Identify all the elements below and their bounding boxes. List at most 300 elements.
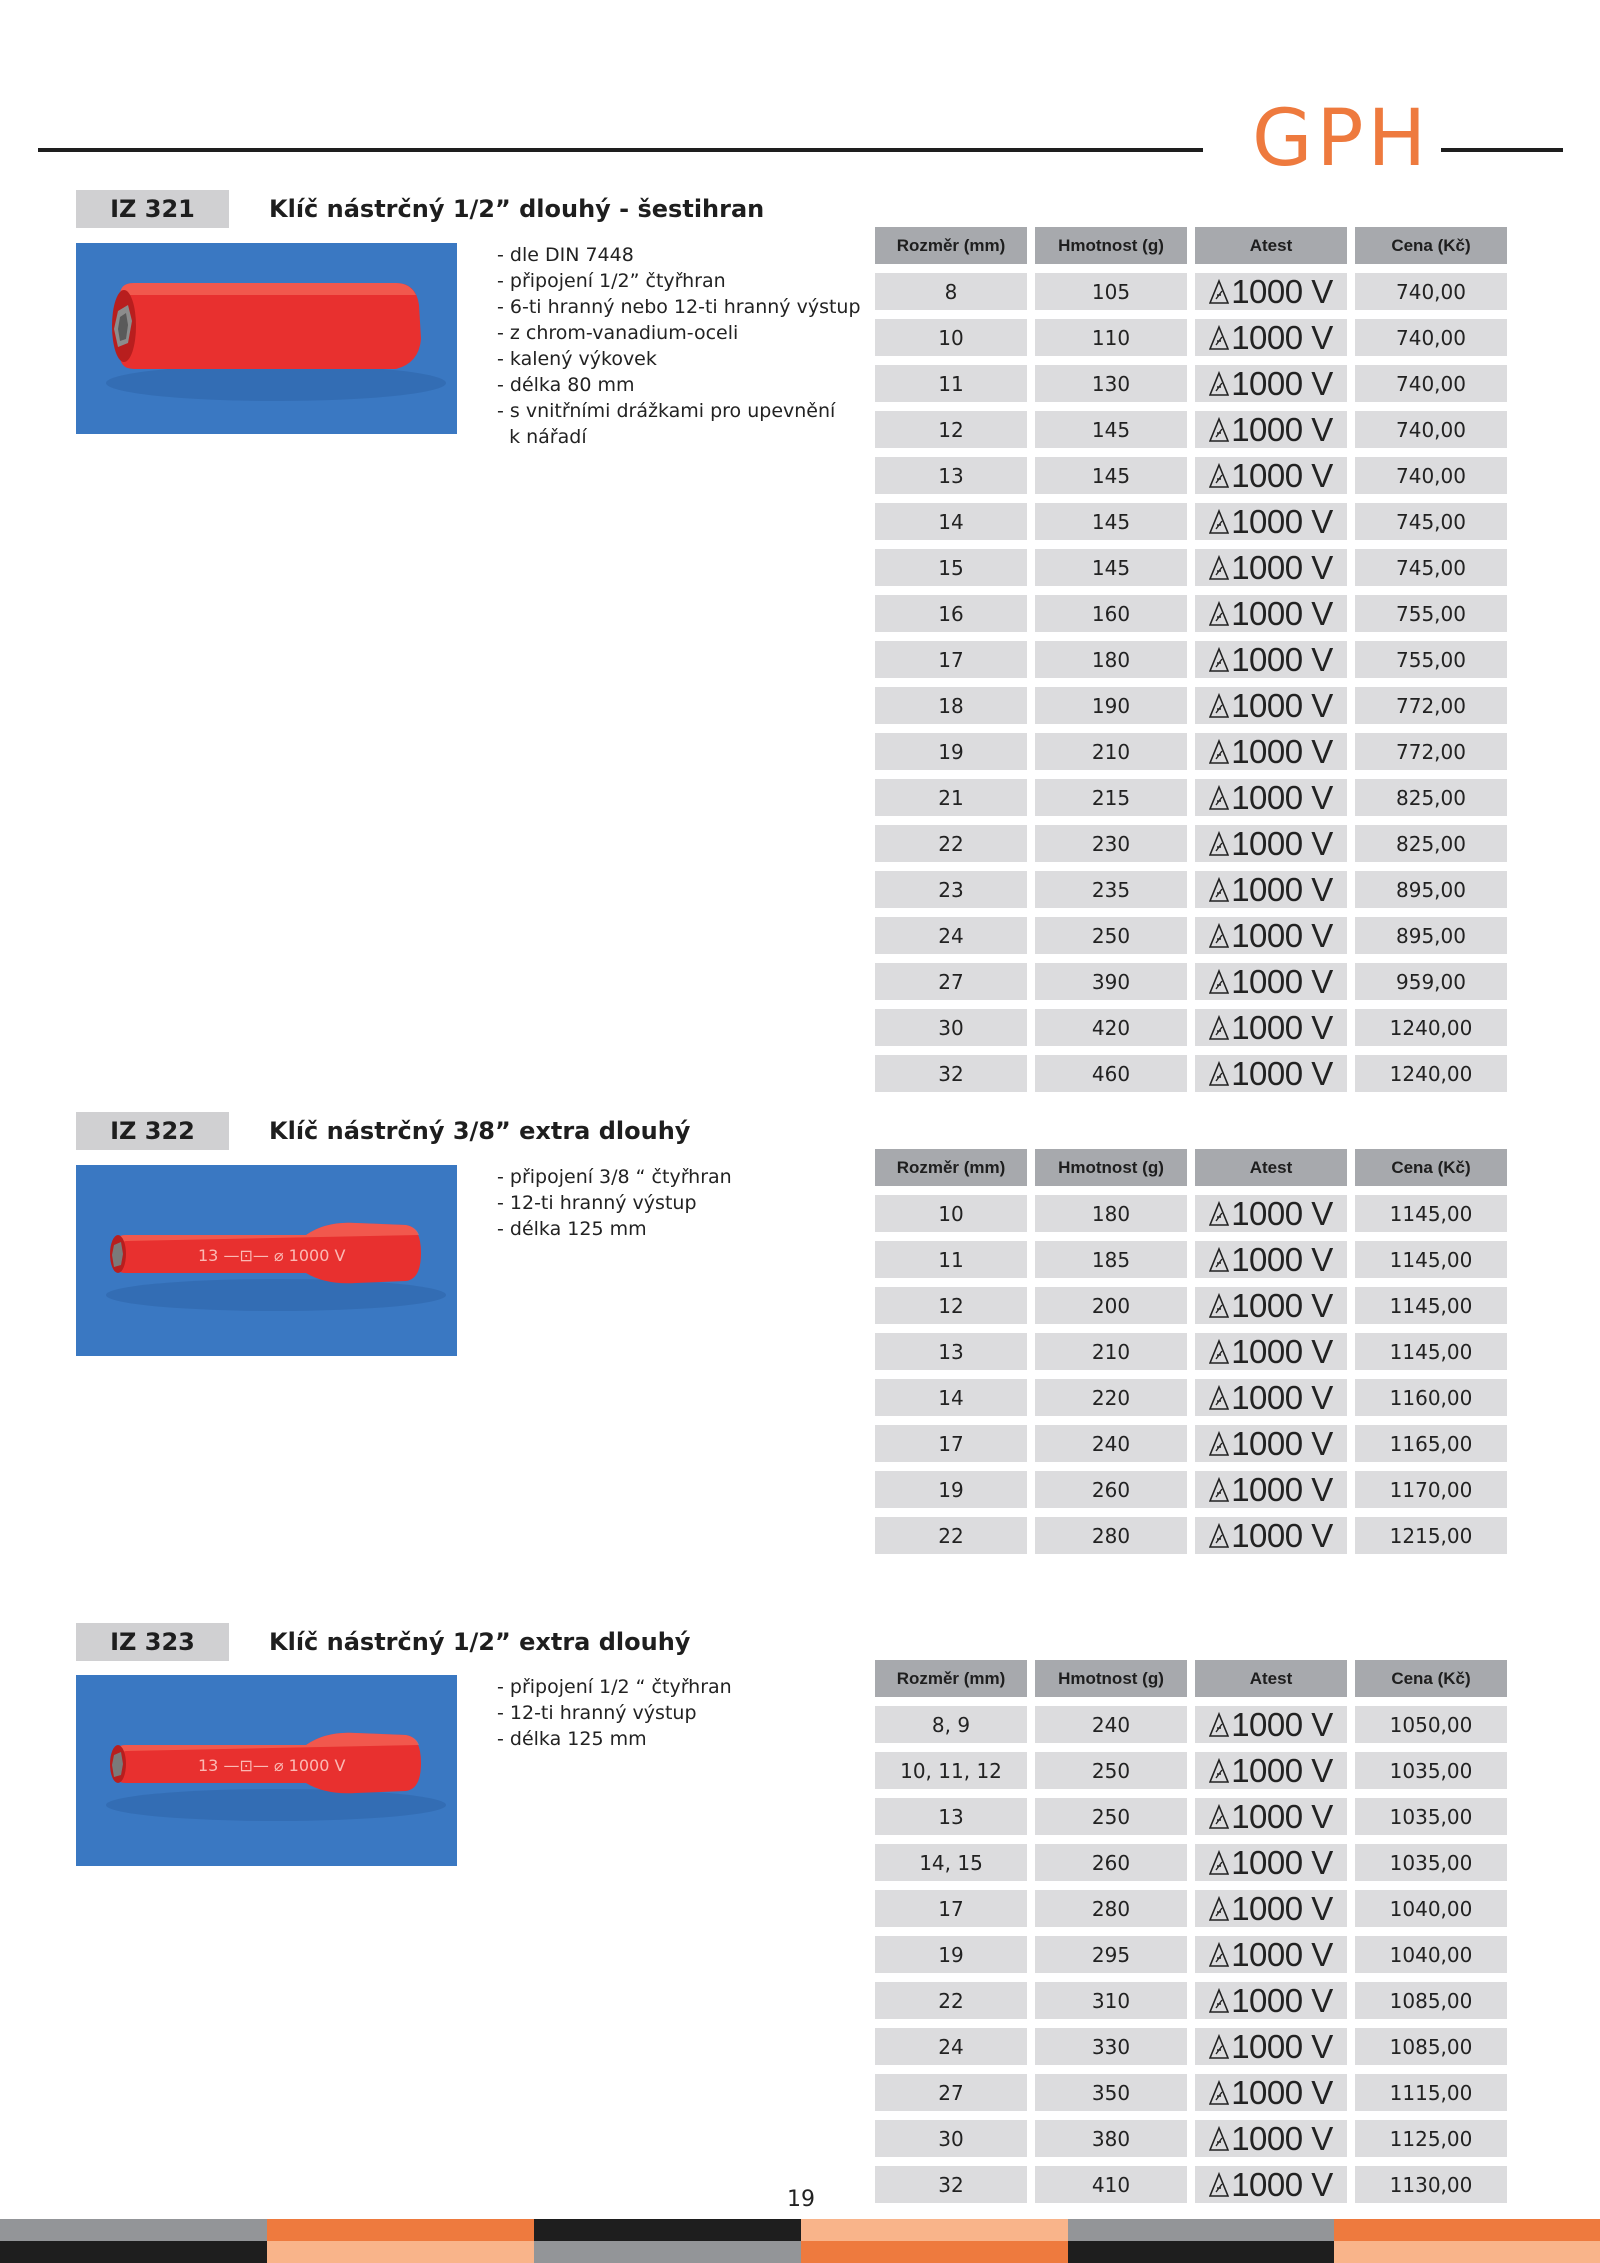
price-cell: 959,00 bbox=[1355, 963, 1507, 1000]
size-cell: 22 bbox=[875, 1517, 1027, 1554]
insulation-triangle-icon bbox=[1209, 371, 1229, 397]
atest-cell bbox=[1195, 2120, 1347, 2157]
weight-cell: 105 bbox=[1035, 273, 1187, 310]
column-header: Cena (Kč) bbox=[1355, 227, 1507, 264]
voltage-rating: 1000 V bbox=[1231, 1009, 1333, 1046]
price-cell: 740,00 bbox=[1355, 319, 1507, 356]
size-cell: 10, 11, 12 bbox=[875, 1752, 1027, 1789]
insulation-triangle-icon bbox=[1209, 601, 1229, 627]
price-cell: 772,00 bbox=[1355, 687, 1507, 724]
voltage-rating: 1000 V bbox=[1231, 687, 1333, 724]
product-title: Klíč nástrčný 1/2” extra dlouhý bbox=[269, 1628, 691, 1656]
weight-cell: 350 bbox=[1035, 2074, 1187, 2111]
price-cell: 745,00 bbox=[1355, 503, 1507, 540]
socket-marking: 13 —⊡— ⌀ 1000 V bbox=[198, 1246, 346, 1265]
price-cell: 755,00 bbox=[1355, 595, 1507, 632]
insulation-triangle-icon bbox=[1209, 1247, 1229, 1273]
column-header: Rozměr (mm) bbox=[875, 227, 1027, 264]
product-photo bbox=[76, 243, 457, 434]
atest-cell bbox=[1195, 1752, 1347, 1789]
feature-item: - 12-ti hranný výstup bbox=[497, 1702, 697, 1724]
size-cell: 13 bbox=[875, 457, 1027, 494]
footer-stripe bbox=[1334, 2241, 1600, 2263]
weight-cell: 185 bbox=[1035, 1241, 1187, 1278]
header-rule-right bbox=[1441, 148, 1563, 152]
feature-item: - délka 80 mm bbox=[497, 374, 635, 396]
feature-item: - kalený výkovek bbox=[497, 348, 657, 370]
insulation-triangle-icon bbox=[1209, 1942, 1229, 1968]
table-row bbox=[875, 871, 1507, 908]
price-cell: 1035,00 bbox=[1355, 1798, 1507, 1835]
size-cell: 27 bbox=[875, 963, 1027, 1000]
size-cell: 11 bbox=[875, 365, 1027, 402]
voltage-rating: 1000 V bbox=[1231, 1195, 1333, 1232]
table-row bbox=[875, 1379, 1507, 1416]
weight-cell: 260 bbox=[1035, 1844, 1187, 1881]
table-row bbox=[875, 1333, 1507, 1370]
voltage-rating: 1000 V bbox=[1231, 595, 1333, 632]
atest-cell bbox=[1195, 411, 1347, 448]
insulation-triangle-icon bbox=[1209, 1896, 1229, 1922]
table-row bbox=[875, 1890, 1507, 1927]
voltage-rating: 1000 V bbox=[1231, 1055, 1333, 1092]
atest-cell bbox=[1195, 595, 1347, 632]
voltage-rating: 1000 V bbox=[1231, 825, 1333, 862]
table-row bbox=[875, 1471, 1507, 1508]
weight-cell: 130 bbox=[1035, 365, 1187, 402]
atest-cell bbox=[1195, 871, 1347, 908]
table-row bbox=[875, 1844, 1507, 1881]
voltage-rating: 1000 V bbox=[1231, 1517, 1333, 1554]
table-row bbox=[875, 457, 1507, 494]
insulation-triangle-icon bbox=[1209, 1477, 1229, 1503]
feature-item: - z chrom-vanadium-oceli bbox=[497, 322, 739, 344]
table-header-row bbox=[875, 1660, 1507, 1697]
atest-cell bbox=[1195, 1195, 1347, 1232]
price-cell: 1165,00 bbox=[1355, 1425, 1507, 1462]
table-row bbox=[875, 917, 1507, 954]
size-cell: 23 bbox=[875, 871, 1027, 908]
size-cell: 10 bbox=[875, 1195, 1027, 1232]
size-cell: 14, 15 bbox=[875, 1844, 1027, 1881]
footer-stripe bbox=[267, 2241, 534, 2263]
table-row bbox=[875, 503, 1507, 540]
weight-cell: 295 bbox=[1035, 1936, 1187, 1973]
insulation-triangle-icon bbox=[1209, 1850, 1229, 1876]
size-cell: 27 bbox=[875, 2074, 1027, 2111]
page-number: 19 bbox=[787, 2187, 815, 2212]
price-cell: 1035,00 bbox=[1355, 1752, 1507, 1789]
atest-cell bbox=[1195, 549, 1347, 586]
atest-cell bbox=[1195, 1055, 1347, 1092]
table-row bbox=[875, 2074, 1507, 2111]
voltage-rating: 1000 V bbox=[1231, 1379, 1333, 1416]
price-cell: 1145,00 bbox=[1355, 1333, 1507, 1370]
size-cell: 21 bbox=[875, 779, 1027, 816]
product-photo bbox=[76, 1675, 457, 1866]
column-header: Rozměr (mm) bbox=[875, 1660, 1027, 1697]
atest-cell bbox=[1195, 273, 1347, 310]
feature-item: - délka 125 mm bbox=[497, 1728, 647, 1750]
insulation-triangle-icon bbox=[1209, 279, 1229, 305]
column-header: Cena (Kč) bbox=[1355, 1660, 1507, 1697]
weight-cell: 380 bbox=[1035, 2120, 1187, 2157]
insulation-triangle-icon bbox=[1209, 463, 1229, 489]
atest-cell bbox=[1195, 917, 1347, 954]
voltage-rating: 1000 V bbox=[1231, 2120, 1333, 2157]
voltage-rating: 1000 V bbox=[1231, 779, 1333, 816]
atest-cell bbox=[1195, 1379, 1347, 1416]
weight-cell: 240 bbox=[1035, 1706, 1187, 1743]
weight-cell: 260 bbox=[1035, 1471, 1187, 1508]
size-cell: 8 bbox=[875, 273, 1027, 310]
price-cell: 895,00 bbox=[1355, 917, 1507, 954]
insulation-triangle-icon bbox=[1209, 647, 1229, 673]
column-header: Hmotnost (g) bbox=[1035, 1660, 1187, 1697]
price-cell: 1035,00 bbox=[1355, 1844, 1507, 1881]
table-row bbox=[875, 641, 1507, 678]
weight-cell: 145 bbox=[1035, 411, 1187, 448]
footer-stripe bbox=[0, 2241, 267, 2263]
voltage-rating: 1000 V bbox=[1231, 549, 1333, 586]
size-cell: 32 bbox=[875, 2166, 1027, 2203]
table-row bbox=[875, 2166, 1507, 2203]
size-cell: 30 bbox=[875, 2120, 1027, 2157]
insulation-triangle-icon bbox=[1209, 1523, 1229, 1549]
header-rule-left bbox=[38, 148, 1203, 152]
column-header: Atest bbox=[1195, 1660, 1347, 1697]
insulation-triangle-icon bbox=[1209, 2034, 1229, 2060]
column-header: Atest bbox=[1195, 227, 1347, 264]
atest-cell bbox=[1195, 503, 1347, 540]
insulation-triangle-icon bbox=[1209, 1293, 1229, 1319]
insulation-triangle-icon bbox=[1209, 2126, 1229, 2152]
voltage-rating: 1000 V bbox=[1231, 1936, 1333, 1973]
weight-cell: 180 bbox=[1035, 1195, 1187, 1232]
atest-cell bbox=[1195, 687, 1347, 724]
voltage-rating: 1000 V bbox=[1231, 503, 1333, 540]
weight-cell: 235 bbox=[1035, 871, 1187, 908]
price-cell: 740,00 bbox=[1355, 273, 1507, 310]
table-row bbox=[875, 1425, 1507, 1462]
insulation-triangle-icon bbox=[1209, 1201, 1229, 1227]
atest-cell bbox=[1195, 1706, 1347, 1743]
feature-item: - 12-ti hranný výstup bbox=[497, 1192, 697, 1214]
weight-cell: 110 bbox=[1035, 319, 1187, 356]
column-header: Cena (Kč) bbox=[1355, 1149, 1507, 1186]
product-photo bbox=[76, 1165, 457, 1356]
table-row bbox=[875, 687, 1507, 724]
atest-cell bbox=[1195, 2074, 1347, 2111]
column-header: Hmotnost (g) bbox=[1035, 1149, 1187, 1186]
atest-cell bbox=[1195, 1890, 1347, 1927]
atest-cell bbox=[1195, 1844, 1347, 1881]
insulation-triangle-icon bbox=[1209, 693, 1229, 719]
weight-cell: 230 bbox=[1035, 825, 1187, 862]
footer-stripe bbox=[534, 2219, 801, 2241]
insulation-triangle-icon bbox=[1209, 1712, 1229, 1738]
weight-cell: 410 bbox=[1035, 2166, 1187, 2203]
atest-cell bbox=[1195, 319, 1347, 356]
footer-stripe bbox=[801, 2219, 1068, 2241]
short-socket-image bbox=[76, 243, 457, 434]
price-cell: 825,00 bbox=[1355, 779, 1507, 816]
insulation-triangle-icon bbox=[1209, 1061, 1229, 1087]
voltage-rating: 1000 V bbox=[1231, 1706, 1333, 1743]
atest-cell bbox=[1195, 641, 1347, 678]
atest-cell bbox=[1195, 1241, 1347, 1278]
weight-cell: 180 bbox=[1035, 641, 1187, 678]
atest-cell bbox=[1195, 963, 1347, 1000]
column-header: Atest bbox=[1195, 1149, 1347, 1186]
size-cell: 19 bbox=[875, 733, 1027, 770]
price-cell: 740,00 bbox=[1355, 411, 1507, 448]
atest-cell bbox=[1195, 1333, 1347, 1370]
table-row bbox=[875, 1706, 1507, 1743]
product-code: IZ 321 bbox=[76, 190, 229, 228]
voltage-rating: 1000 V bbox=[1231, 1471, 1333, 1508]
weight-cell: 460 bbox=[1035, 1055, 1187, 1092]
insulation-triangle-icon bbox=[1209, 1015, 1229, 1041]
atest-cell bbox=[1195, 2166, 1347, 2203]
weight-cell: 240 bbox=[1035, 1425, 1187, 1462]
price-cell: 1040,00 bbox=[1355, 1936, 1507, 1973]
product-title: Klíč nástrčný 3/8” extra dlouhý bbox=[269, 1117, 691, 1145]
price-cell: 1240,00 bbox=[1355, 1009, 1507, 1046]
feature-item: - dle DIN 7448 bbox=[497, 244, 634, 266]
insulation-triangle-icon bbox=[1209, 1431, 1229, 1457]
footer-stripe bbox=[1068, 2219, 1334, 2241]
size-cell: 32 bbox=[875, 1055, 1027, 1092]
price-cell: 1130,00 bbox=[1355, 2166, 1507, 2203]
price-cell: 740,00 bbox=[1355, 365, 1507, 402]
size-cell: 13 bbox=[875, 1798, 1027, 1835]
voltage-rating: 1000 V bbox=[1231, 365, 1333, 402]
price-table bbox=[867, 1651, 1515, 2212]
insulation-triangle-icon bbox=[1209, 1339, 1229, 1365]
insulation-triangle-icon bbox=[1209, 555, 1229, 581]
voltage-rating: 1000 V bbox=[1231, 963, 1333, 1000]
table-row bbox=[875, 825, 1507, 862]
table-row bbox=[875, 319, 1507, 356]
insulation-triangle-icon bbox=[1209, 739, 1229, 765]
table-row bbox=[875, 273, 1507, 310]
footer-stripe bbox=[801, 2241, 1068, 2263]
insulation-triangle-icon bbox=[1209, 831, 1229, 857]
atest-cell bbox=[1195, 1009, 1347, 1046]
size-cell: 19 bbox=[875, 1471, 1027, 1508]
price-cell: 825,00 bbox=[1355, 825, 1507, 862]
voltage-rating: 1000 V bbox=[1231, 1241, 1333, 1278]
voltage-rating: 1000 V bbox=[1231, 2074, 1333, 2111]
price-table bbox=[867, 218, 1515, 1101]
size-cell: 11 bbox=[875, 1241, 1027, 1278]
voltage-rating: 1000 V bbox=[1231, 457, 1333, 494]
size-cell: 24 bbox=[875, 2028, 1027, 2065]
insulation-triangle-icon bbox=[1209, 785, 1229, 811]
price-cell: 1085,00 bbox=[1355, 1982, 1507, 2019]
weight-cell: 210 bbox=[1035, 1333, 1187, 1370]
insulation-triangle-icon bbox=[1209, 1385, 1229, 1411]
price-cell: 1170,00 bbox=[1355, 1471, 1507, 1508]
weight-cell: 420 bbox=[1035, 1009, 1187, 1046]
size-cell: 15 bbox=[875, 549, 1027, 586]
column-header: Hmotnost (g) bbox=[1035, 227, 1187, 264]
atest-cell bbox=[1195, 825, 1347, 862]
column-header: Rozměr (mm) bbox=[875, 1149, 1027, 1186]
feature-list bbox=[497, 242, 861, 450]
atest-cell bbox=[1195, 1471, 1347, 1508]
weight-cell: 310 bbox=[1035, 1982, 1187, 2019]
size-cell: 19 bbox=[875, 1936, 1027, 1973]
table-row bbox=[875, 2120, 1507, 2157]
price-cell: 1115,00 bbox=[1355, 2074, 1507, 2111]
table-row bbox=[875, 1936, 1507, 1973]
price-cell: 1050,00 bbox=[1355, 1706, 1507, 1743]
price-cell: 1145,00 bbox=[1355, 1287, 1507, 1324]
voltage-rating: 1000 V bbox=[1231, 1890, 1333, 1927]
extra-long-socket-image bbox=[76, 1165, 457, 1356]
size-cell: 18 bbox=[875, 687, 1027, 724]
voltage-rating: 1000 V bbox=[1231, 917, 1333, 954]
voltage-rating: 1000 V bbox=[1231, 273, 1333, 310]
voltage-rating: 1000 V bbox=[1231, 1287, 1333, 1324]
insulation-triangle-icon bbox=[1209, 2172, 1229, 2198]
table-row bbox=[875, 779, 1507, 816]
price-cell: 1160,00 bbox=[1355, 1379, 1507, 1416]
table-row bbox=[875, 549, 1507, 586]
product-code: IZ 322 bbox=[76, 1112, 229, 1150]
voltage-rating: 1000 V bbox=[1231, 1982, 1333, 2019]
table-row bbox=[875, 1287, 1507, 1324]
weight-cell: 250 bbox=[1035, 917, 1187, 954]
weight-cell: 215 bbox=[1035, 779, 1187, 816]
voltage-rating: 1000 V bbox=[1231, 871, 1333, 908]
size-cell: 22 bbox=[875, 1982, 1027, 2019]
insulation-triangle-icon bbox=[1209, 1758, 1229, 1784]
weight-cell: 160 bbox=[1035, 595, 1187, 632]
atest-cell bbox=[1195, 1798, 1347, 1835]
size-cell: 12 bbox=[875, 1287, 1027, 1324]
voltage-rating: 1000 V bbox=[1231, 1798, 1333, 1835]
size-cell: 17 bbox=[875, 641, 1027, 678]
size-cell: 10 bbox=[875, 319, 1027, 356]
insulation-triangle-icon bbox=[1209, 969, 1229, 995]
feature-item: - s vnitřními drážkami pro upevnění bbox=[497, 400, 836, 422]
price-cell: 1145,00 bbox=[1355, 1241, 1507, 1278]
table-header-row bbox=[875, 227, 1507, 264]
insulation-triangle-icon bbox=[1209, 1988, 1229, 2014]
weight-cell: 190 bbox=[1035, 687, 1187, 724]
feature-list bbox=[497, 1674, 732, 1752]
atest-cell bbox=[1195, 1982, 1347, 2019]
feature-item: - délka 125 mm bbox=[497, 1218, 647, 1240]
weight-cell: 210 bbox=[1035, 733, 1187, 770]
feature-item: - připojení 1/2” čtyřhran bbox=[497, 270, 726, 292]
table-row bbox=[875, 1009, 1507, 1046]
voltage-rating: 1000 V bbox=[1231, 641, 1333, 678]
table-row bbox=[875, 963, 1507, 1000]
size-cell: 24 bbox=[875, 917, 1027, 954]
weight-cell: 145 bbox=[1035, 503, 1187, 540]
table-row bbox=[875, 595, 1507, 632]
atest-cell bbox=[1195, 365, 1347, 402]
product-code: IZ 323 bbox=[76, 1623, 229, 1661]
price-cell: 1215,00 bbox=[1355, 1517, 1507, 1554]
weight-cell: 280 bbox=[1035, 1517, 1187, 1554]
size-cell: 17 bbox=[875, 1890, 1027, 1927]
price-cell: 1040,00 bbox=[1355, 1890, 1507, 1927]
atest-cell bbox=[1195, 457, 1347, 494]
table-row bbox=[875, 733, 1507, 770]
weight-cell: 250 bbox=[1035, 1752, 1187, 1789]
voltage-rating: 1000 V bbox=[1231, 1752, 1333, 1789]
insulation-triangle-icon bbox=[1209, 2080, 1229, 2106]
insulation-triangle-icon bbox=[1209, 1804, 1229, 1830]
voltage-rating: 1000 V bbox=[1231, 1425, 1333, 1462]
price-cell: 1240,00 bbox=[1355, 1055, 1507, 1092]
weight-cell: 280 bbox=[1035, 1890, 1187, 1927]
feature-item: - připojení 3/8 “ čtyřhran bbox=[497, 1166, 732, 1188]
size-cell: 30 bbox=[875, 1009, 1027, 1046]
voltage-rating: 1000 V bbox=[1231, 411, 1333, 448]
atest-cell bbox=[1195, 2028, 1347, 2065]
weight-cell: 250 bbox=[1035, 1798, 1187, 1835]
socket-marking: 13 —⊡— ⌀ 1000 V bbox=[198, 1756, 346, 1775]
weight-cell: 330 bbox=[1035, 2028, 1187, 2065]
brand-logo: GPH bbox=[1252, 94, 1431, 184]
insulation-triangle-icon bbox=[1209, 417, 1229, 443]
insulation-triangle-icon bbox=[1209, 923, 1229, 949]
table-row bbox=[875, 1982, 1507, 2019]
table-row bbox=[875, 411, 1507, 448]
table-row bbox=[875, 1798, 1507, 1835]
price-cell: 755,00 bbox=[1355, 641, 1507, 678]
voltage-rating: 1000 V bbox=[1231, 1844, 1333, 1881]
price-cell: 895,00 bbox=[1355, 871, 1507, 908]
feature-item: - 6-ti hranný nebo 12-ti hranný výstup bbox=[497, 296, 861, 318]
table-row bbox=[875, 365, 1507, 402]
voltage-rating: 1000 V bbox=[1231, 1333, 1333, 1370]
weight-cell: 220 bbox=[1035, 1379, 1187, 1416]
table-row bbox=[875, 1752, 1507, 1789]
table-row bbox=[875, 1241, 1507, 1278]
voltage-rating: 1000 V bbox=[1231, 733, 1333, 770]
atest-cell bbox=[1195, 779, 1347, 816]
price-cell: 1085,00 bbox=[1355, 2028, 1507, 2065]
atest-cell bbox=[1195, 1425, 1347, 1462]
footer-stripe bbox=[0, 2219, 267, 2241]
weight-cell: 390 bbox=[1035, 963, 1187, 1000]
atest-cell bbox=[1195, 1287, 1347, 1324]
atest-cell bbox=[1195, 1936, 1347, 1973]
size-cell: 22 bbox=[875, 825, 1027, 862]
table-header-row bbox=[875, 1149, 1507, 1186]
footer-stripe bbox=[267, 2219, 534, 2241]
table-row bbox=[875, 2028, 1507, 2065]
size-cell: 14 bbox=[875, 1379, 1027, 1416]
feature-item: - připojení 1/2 “ čtyřhran bbox=[497, 1676, 732, 1698]
footer-stripe bbox=[1068, 2241, 1334, 2263]
footer-stripe bbox=[534, 2241, 801, 2263]
voltage-rating: 1000 V bbox=[1231, 2166, 1333, 2203]
weight-cell: 145 bbox=[1035, 549, 1187, 586]
size-cell: 14 bbox=[875, 503, 1027, 540]
insulation-triangle-icon bbox=[1209, 877, 1229, 903]
feature-item: k nářadí bbox=[497, 426, 587, 448]
table-row bbox=[875, 1195, 1507, 1232]
voltage-rating: 1000 V bbox=[1231, 319, 1333, 356]
